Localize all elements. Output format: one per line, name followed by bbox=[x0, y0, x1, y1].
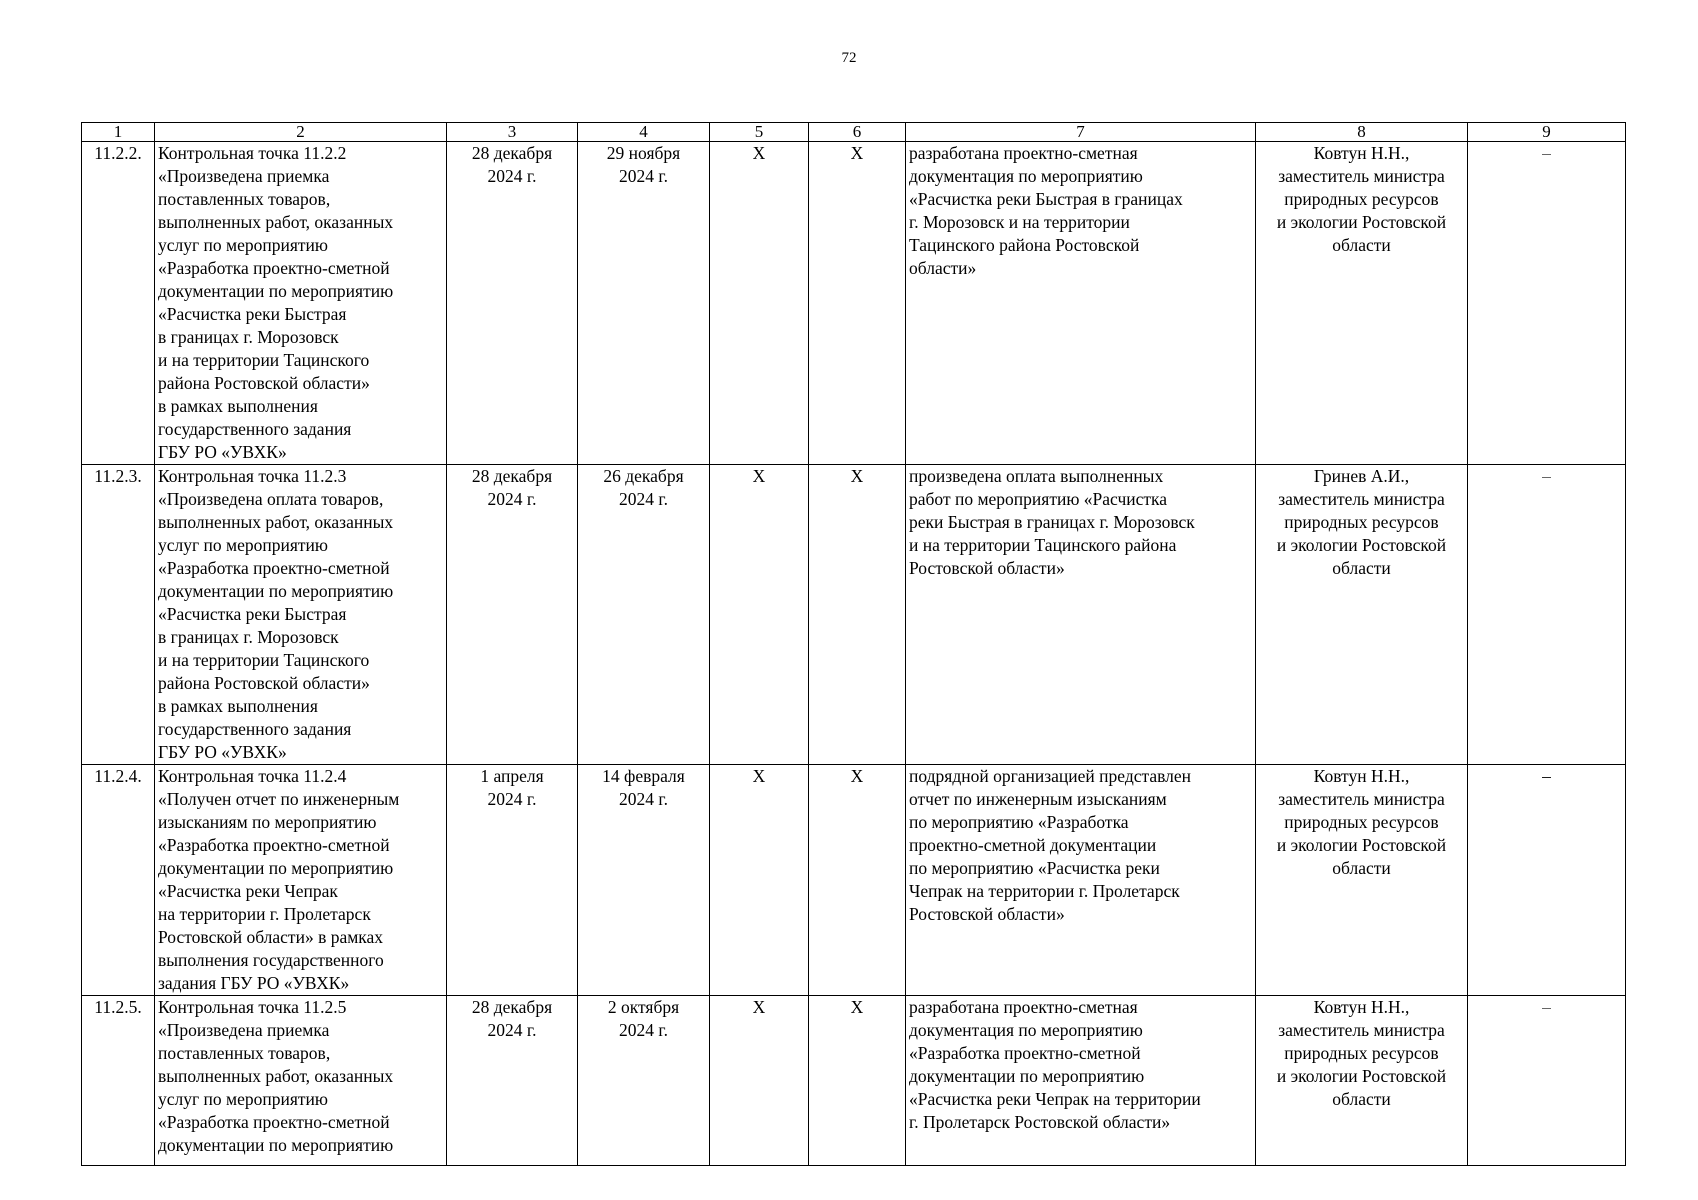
cell-col9: – bbox=[1468, 142, 1626, 465]
control-points-table bbox=[81, 122, 1626, 1166]
page-number: 72 bbox=[841, 50, 857, 66]
cell-col6: X bbox=[809, 996, 906, 1166]
column-header: 1 bbox=[82, 123, 155, 142]
column-number-row bbox=[82, 123, 1626, 142]
control-point-description: Контрольная точка 11.2.5 «Произведена приемка поставленных товаров, выполненных работ, оказанных услуг по мероприятию «Разработка проектно-сметной документации по мероприятию bbox=[155, 996, 447, 1166]
plan-date: 28 декабря 2024 г. bbox=[447, 142, 578, 465]
column-header: 9 bbox=[1468, 123, 1626, 142]
fact-date: 29 ноября 2024 г. bbox=[578, 142, 710, 465]
row-number: 11.2.3. bbox=[82, 465, 155, 765]
column-header: 5 bbox=[710, 123, 809, 142]
column-header: 7 bbox=[906, 123, 1256, 142]
table-row bbox=[82, 142, 1626, 465]
control-point-description: Контрольная точка 11.2.3 «Произведена оплата товаров, выполненных работ, оказанных услуг по мероприятию «Разработка проектно-сметной документации по мероприятию «Расчистка реки Быстрая в границах г. Морозовск и на территории Тацинского района Ростовской области» в рамках выполнения государственного задания ГБУ РО «УВХК» bbox=[155, 465, 447, 765]
fact-date: 14 февраля 2024 г. bbox=[578, 765, 710, 996]
cell-col5: X bbox=[710, 142, 809, 465]
cell-col6: X bbox=[809, 465, 906, 765]
fact-date: 2 октября 2024 г. bbox=[578, 996, 710, 1166]
cell-col9: – bbox=[1468, 765, 1626, 996]
row-number: 11.2.5. bbox=[82, 996, 155, 1166]
row-number: 11.2.4. bbox=[82, 765, 155, 996]
result-text: разработана проектно-сметная документация по мероприятию «Разработка проектно-сметной документации по мероприятию «Расчистка реки Чепрак на территории г. Пролетарск Ростовской области» bbox=[906, 996, 1256, 1166]
cell-col9: – bbox=[1468, 996, 1626, 1166]
responsible-person: Ковтун Н.Н., заместитель министра природных ресурсов и экологии Ростовской области bbox=[1256, 765, 1468, 996]
table-row bbox=[82, 996, 1626, 1166]
responsible-person: Ковтун Н.Н., заместитель министра природных ресурсов и экологии Ростовской области bbox=[1256, 142, 1468, 465]
plan-date: 28 декабря 2024 г. bbox=[447, 465, 578, 765]
plan-date: 28 декабря 2024 г. bbox=[447, 996, 578, 1166]
cell-col5: X bbox=[710, 465, 809, 765]
row-number: 11.2.2. bbox=[82, 142, 155, 465]
cell-col6: X bbox=[809, 142, 906, 465]
cell-col5: X bbox=[710, 996, 809, 1166]
cell-col6: X bbox=[809, 765, 906, 996]
table-row bbox=[82, 465, 1626, 765]
table-row bbox=[82, 765, 1626, 996]
column-header: 6 bbox=[809, 123, 906, 142]
result-text: разработана проектно-сметная документация по мероприятию «Расчистка реки Быстрая в границах г. Морозовск и на территории Тацинского района Ростовской области» bbox=[906, 142, 1256, 465]
plan-date: 1 апреля 2024 г. bbox=[447, 765, 578, 996]
cell-col9: – bbox=[1468, 465, 1626, 765]
column-header: 8 bbox=[1256, 123, 1468, 142]
result-text: подрядной организацией представлен отчет по инженерным изысканиям по мероприятию «Разработка проектно-сметной документации по мероприятию «Расчистка реки Чепрак на территории г. Пролетарск Ростовской области» bbox=[906, 765, 1256, 996]
column-header: 4 bbox=[578, 123, 710, 142]
fact-date: 26 декабря 2024 г. bbox=[578, 465, 710, 765]
control-point-description: Контрольная точка 11.2.2 «Произведена приемка поставленных товаров, выполненных работ, оказанных услуг по мероприятию «Разработка проектно-сметной документации по мероприятию «Расчистка реки Быстрая в границах г. Морозовск и на территории Тацинского района Ростовской области» в рамках выполнения государственного задания ГБУ РО «УВХК» bbox=[155, 142, 447, 465]
control-point-description: Контрольная точка 11.2.4 «Получен отчет по инженерным изысканиям по мероприятию «Разработка проектно-сметной документации по мероприятию «Расчистка реки Чепрак на территории г. Пролетарск Ростовской области» в рамках выполнения государственного задания ГБУ РО «УВХК» bbox=[155, 765, 447, 996]
responsible-person: Ковтун Н.Н., заместитель министра природных ресурсов и экологии Ростовской области bbox=[1256, 996, 1468, 1166]
column-header: 2 bbox=[155, 123, 447, 142]
column-header: 3 bbox=[447, 123, 578, 142]
result-text: произведена оплата выполненных работ по мероприятию «Расчистка реки Быстрая в границах г. Морозовск и на территории Тацинского района Ростовской области» bbox=[906, 465, 1256, 765]
responsible-person: Гринев А.И., заместитель министра природных ресурсов и экологии Ростовской области bbox=[1256, 465, 1468, 765]
cell-col5: X bbox=[710, 765, 809, 996]
